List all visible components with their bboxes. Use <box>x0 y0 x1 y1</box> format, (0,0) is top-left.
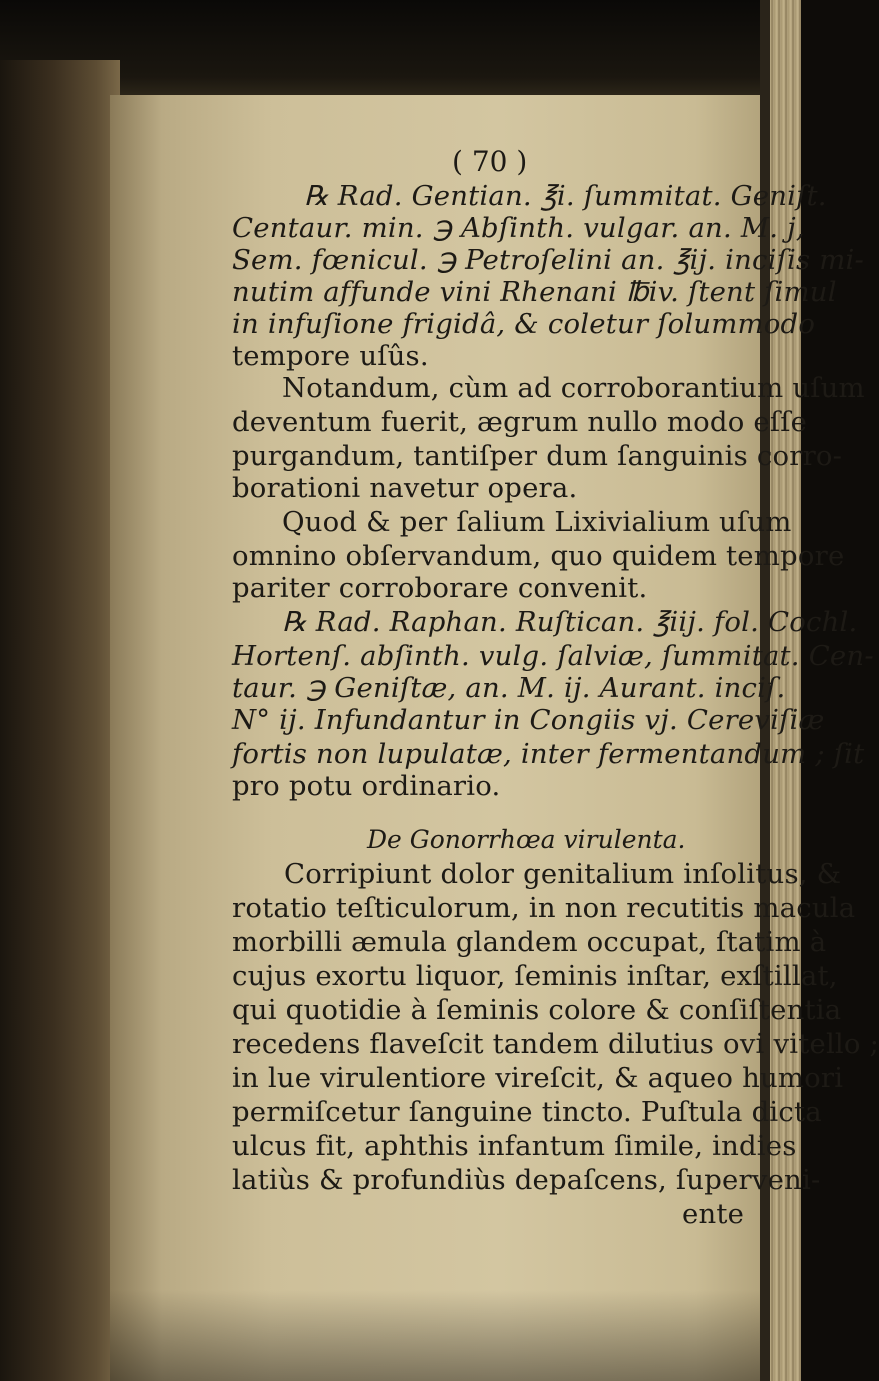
text-line: ℞ Rad. Gentian. ℥i. ſummitat. Geniſt. <box>304 180 827 212</box>
text-line: Corripiunt dolor genitalium inſolitus, & <box>284 858 842 890</box>
text-line: in lue virulentiore vireſcit, & aqueo humori <box>232 1062 844 1094</box>
text-line: rotatio teſticulorum, in non recutitis macula <box>232 892 856 924</box>
text-line: Notandum, cùm ad corroborantium uſum <box>282 372 865 404</box>
text-line: qui quotidie à ſeminis colore & conſiſtentia <box>232 994 842 1026</box>
text-line: tempore uſûs. <box>232 340 429 372</box>
text-line: pariter corroborare convenit. <box>232 572 648 604</box>
text-line: taur. ℈ Geniſtæ, an. M. ij. Aurant. inciſ. <box>232 672 786 704</box>
text-line: Quod & per ſalium Lixivialium uſum <box>282 506 792 538</box>
text-line: morbilli æmula glandem occupat, ſtatim à <box>232 926 827 958</box>
text-line: in infuſione frigidâ, & coletur ſolummodo <box>232 308 816 340</box>
section-heading: De Gonorrhœa virulenta. <box>367 825 686 854</box>
bottom-shadow <box>110 1290 760 1381</box>
book-gutter <box>0 60 120 1381</box>
text-line: ℞ Rad. Raphan. Ruſtican. ℥iij. fol. Cochl. <box>282 606 858 638</box>
text-line: borationi navetur opera. <box>232 472 578 504</box>
text-line: Centaur. min. ℈ Abſinth. vulgar. an. M. j, <box>232 212 805 244</box>
text-line: pro potu ordinario. <box>232 770 501 802</box>
top-shadow <box>0 0 801 110</box>
catchword: ente <box>682 1198 745 1230</box>
page-header: ( 70 ) <box>452 145 528 178</box>
text-line: N° ij. Infundantur in Congiis vj. Cereviſiæ <box>232 704 825 736</box>
text-line: fortis non lupulatæ, inter fermentandum ; ſit <box>232 738 865 770</box>
text-line: deventum fuerit, ægrum nullo modo eſſe <box>232 406 808 438</box>
text-line: ulcus fit, aphthis infantum ſimile, indies <box>232 1130 797 1162</box>
text-line: latiùs & profundiùs depaſcens, ſuperveni- <box>232 1164 821 1196</box>
text-line: recedens flaveſcit tandem dilutius ovi vitello ; <box>232 1028 879 1060</box>
text-line: Sem. fœnicul. ℈ Petroſelini an. ℥ij. inciſis mi- <box>232 244 865 276</box>
text-line: Hortenſ. abſinth. vulg. ſalviæ, ſummitat. Cen- <box>232 640 874 672</box>
text-line: cujus exortu liquor, ſeminis inſtar, exſtillat, <box>232 960 838 992</box>
text-line: permiſcetur ſanguine tincto. Puſtula dicta <box>232 1096 822 1128</box>
text-line: purgandum, tantiſper dum ſanguinis corro- <box>232 440 843 472</box>
text-line: omnino obſervandum, quo quidem tempore <box>232 540 845 572</box>
text-line: nutim affunde vini Rhenani ℔iv. ſtent ſimul <box>232 276 837 308</box>
